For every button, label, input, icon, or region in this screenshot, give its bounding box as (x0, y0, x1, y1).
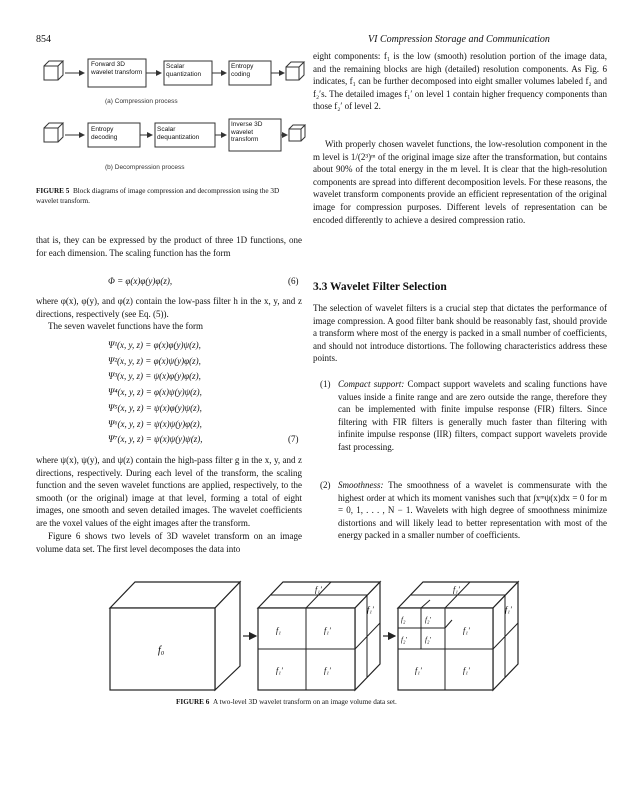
original-volume-cube (110, 582, 240, 690)
decompression-process-label: (b) Decompression process (105, 164, 185, 171)
svg-text:f₁′: f₁′ (276, 666, 283, 675)
entropy-coding-label: Entropy coding (231, 63, 254, 78)
left-para-5: Figure 6 shows two levels of 3D wavelet transform on an image volume data set. The first level decomposes the data into (36, 531, 302, 554)
svg-text:f₁: f₁ (276, 626, 282, 635)
svg-text:f₁′: f₁′ (463, 626, 470, 635)
svg-text:f₁′: f₁′ (324, 666, 331, 675)
list-item-1: Compact support: Compact support wavelets and scaling functions have values inside a finite range and are zero outside the range, therefore they can be implemented with finite impulse response (FIR) filters. Since filtering with FIR filters is generally much faster than filtering with infinite impulse response (IIR) filters, compact support wavelets provide fast processing. (338, 379, 608, 452)
running-title: VI Compression Storage and Communication (368, 34, 550, 45)
list-item-2: Smoothness: The smoothness of a wavelet is commensurate with the highest order at which its moment vanishes such that ∫xᵐψ(x)dx = 0 for m = 0, 1, . . . , N − 1. Wavelets with high degree of smoothness minimize distortions and will likely lead to better representation with most of the energy packed in a smaller number of coefficients. (338, 480, 607, 541)
equation-7-number: (7) (288, 434, 299, 444)
f0-label: f₀ (158, 645, 165, 656)
svg-text:f₂′: f₂′ (401, 636, 407, 644)
figure6-caption: FIGURE 6 A two-level 3D wavelet transform on an image volume data set. (176, 698, 397, 706)
input-cube-icon (44, 61, 63, 80)
svg-text:f₂′: f₂′ (425, 636, 431, 644)
equation-6-number: (6) (288, 276, 299, 286)
right-para-3: The selection of wavelet filters is a crucial step that dictates the performance of image compression. A good filter bank should be reasonably fast, should provide a transform where most of the energy is packed in a small number of coefficients, and should not introduce distortions. The following characteristics address these points. (313, 303, 607, 364)
entropy-decoding-label: Entropy decoding (91, 126, 118, 141)
right-para-2: With properly chosen wavelet functions, the low-resolution component in the m level is 1/(2³)ᵐ of the original image size after the transformation, but contains about 90% of the total energy in the m level. It is clear that the high-resolution components are spread into different decomposition levels. For these reasons, the wavelet transform components provide an efficient representation of the original image for compression purposes. Different levels of representation can be encoded differently to achieve a desired compression ratio. (313, 139, 607, 225)
left-para-1: that is, they can be expressed by the product of three 1D functions, one for each dimension. The scaling function has the form (36, 235, 302, 258)
right-para-1: eight components: f₁ is the low (smooth) resolution portion of the image data, and the remaining blocks are high (detailed) resolution components. As Fig. 6 indicates, f₁ can be further decomposed into eight smaller volumes labeled f₂ and f₂′s. The detailed images f₁′ on level 1 contain higher frequency components than those f₂′ of level 2. (313, 51, 607, 112)
forward-transform-label: Forward 3D wavelet transform (91, 61, 143, 76)
inverse-transform-label: Inverse 3D wavelet transform (231, 121, 263, 143)
quantization-label: Scalar quantization (166, 63, 202, 78)
svg-text:f₁′: f₁′ (367, 605, 374, 614)
level2-cube (398, 582, 518, 690)
dequantization-label: Scalar dequantization (157, 126, 200, 141)
left-para-2: where φ(x), φ(y), and φ(z) contain the low-pass filter h in the x, y, and z directions, respectively (see Eq. (5)). (36, 296, 302, 319)
figure5-caption: FIGURE 5 Block diagrams of image compression and decompression using the 3D wavelet transform. (36, 187, 280, 205)
section-title: 3.3 Wavelet Filter Selection (313, 281, 447, 293)
svg-text:f₁′: f₁′ (324, 626, 331, 635)
wavelet-equations: Ψ¹(x, y, z) = φ(x)φ(y)ψ(z), Ψ²(x, y, z) = φ(x)ψ(y)φ(z), Ψ³(x, y, z) = ψ(x)φ(y)φ(z), Ψ⁴(x, y, z) = φ(x)ψ(y)ψ(z), Ψ⁵(x, y, z) = ψ(x)φ(y)ψ(z), Ψ⁶(x, y, z) = ψ(x)ψ(y)φ(z), Ψ⁷(x, y, z) = ψ(x)ψ(y)ψ(z), (108, 340, 203, 445)
svg-text:f₁′: f₁′ (415, 666, 422, 675)
reconstructed-cube-icon (289, 125, 305, 141)
svg-text:f₁′: f₁′ (463, 666, 470, 675)
level1-cube (258, 582, 380, 690)
left-para-4: where ψ(x), ψ(y), and ψ(z) contain the high-pass filter g in the x, y, and z directions, respectively. During each level of the transform, the scaling function and the seven wavelet functions are applied, respectively, to the smooth (or the original) image at that level, forming a total of eight images, one smooth and seven detailed images. The wavelet coefficients are the voxel values of the eight images after the transform. (36, 455, 302, 528)
output-cube-icon (286, 62, 304, 80)
compression-process-label: (a) Compression process (105, 98, 178, 105)
svg-text:f₁′: f₁′ (453, 585, 460, 594)
svg-text:f₁′: f₁′ (505, 605, 512, 614)
compressed-input-cube-icon (44, 123, 63, 142)
list-item-1-number: (1) (320, 379, 331, 389)
svg-text:f₂: f₂ (401, 616, 406, 624)
list-item-2-number: (2) (320, 480, 331, 490)
left-para-3: The seven wavelet functions have the form (48, 321, 203, 331)
svg-text:f₁′: f₁′ (315, 585, 322, 594)
page-number: 854 (36, 34, 51, 45)
figure6-diagram (100, 578, 520, 694)
svg-text:f₂′: f₂′ (425, 616, 431, 624)
equation-6: Φ = φ(x)φ(y)φ(z), (108, 276, 173, 286)
